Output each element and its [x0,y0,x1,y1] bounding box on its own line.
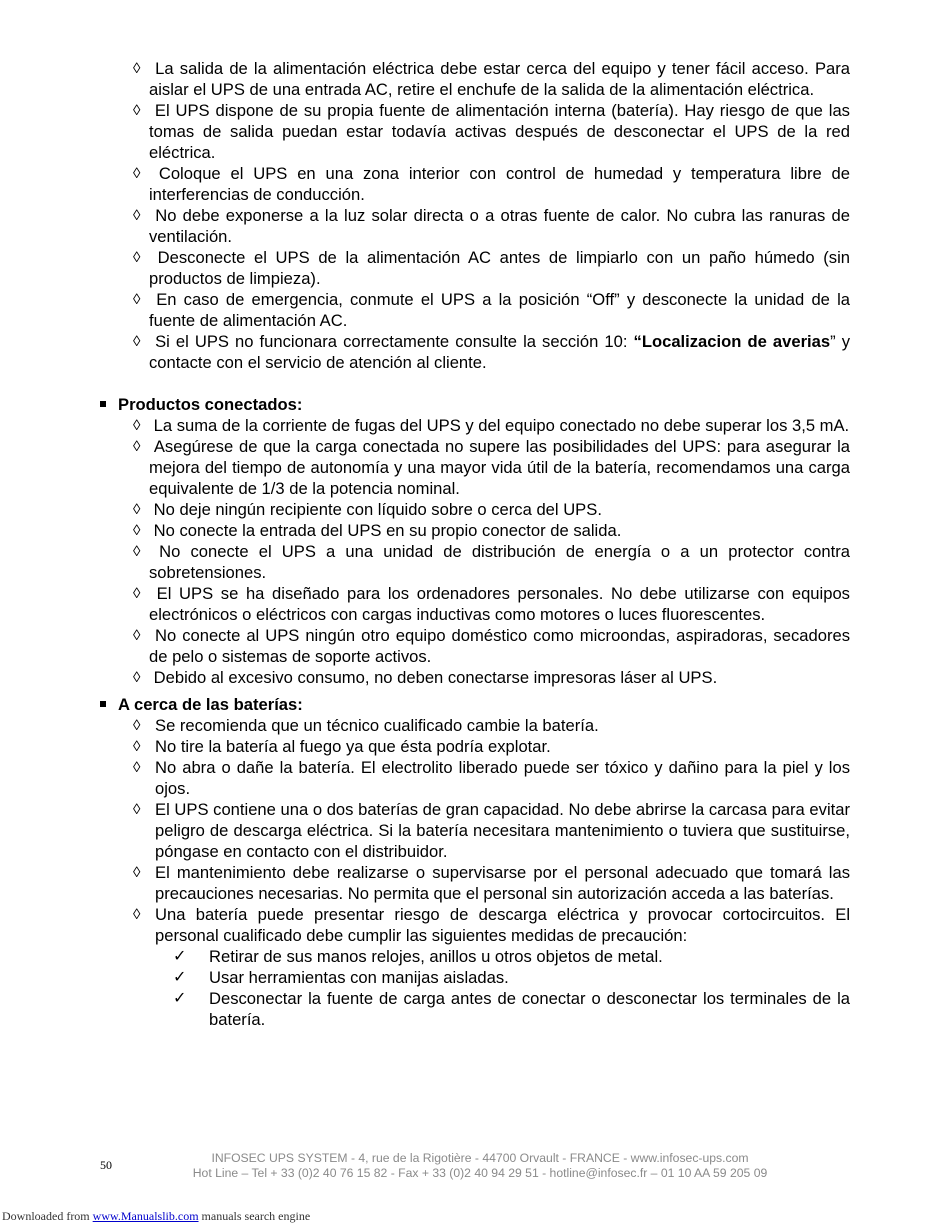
list-item: ◊ No tire la batería al fuego ya que ésta podría explotar. [133,737,551,756]
download-notice: Downloaded from www.Manualslib.com manuals search engine [2,1209,311,1223]
footer-address: INFOSEC UPS SYSTEM - 4, rue de la Rigotière - 44700 Orvault - FRANCE - www.infosec-ups.com [211,1151,749,1165]
list-item: ◊ No abra o dañe la batería. El electrolito liberado puede ser tóxico y dañino para la piel y los ojos. [133,758,850,798]
list-item: ◊ No conecte el UPS a una unidad de distribución de energía o a un protector contra sobretensiones. [133,542,850,582]
page-footer [120,1151,840,1181]
page-number: 50 [100,1158,112,1172]
list-item: ◊ Se recomienda que un técnico cualificado cambie la batería. [133,716,599,735]
list-item: ◊ El UPS dispone de su propia fuente de alimentación interna (batería). Hay riesgo de que las tomas de salida puedan estar todavía activas después de desconectar el UPS de la red eléctrica. [133,101,850,162]
list-item: ◊ Coloque el UPS en una zona interior con control de humedad y temperatura libre de interferencias de conducción. [133,164,850,204]
diamond-bullet-icon: ◊ [133,207,141,224]
diamond-bullet-icon: ◊ [133,291,141,308]
footer-contact: Hot Line – Tel + 33 (0)2 40 76 15 82 - Fax + 33 (0)2 40 94 29 51 - hotline@infosec.fr – 01 10 AA 59 205 09 [192,1166,768,1180]
sub-list-item: ✓ Desconectar la fuente de carga antes de conectar o desconectar los terminales de la batería. [173,989,850,1029]
list-item: ◊ No conecte la entrada del UPS en su propio conector de salida. [133,521,622,540]
list-item: ◊ El mantenimiento debe realizarse o supervisarse por el personal adecuado que tomará las precauciones necesarias. No permita que el personal sin autorización acceda a las baterías. [133,863,850,903]
sub-list-item: ✓ Usar herramientas con manijas aisladas. [173,968,509,987]
list-item: ◊ En caso de emergencia, conmute el UPS a la posición “Off” y desconecte la unidad de la fuente de alimentación AC. [133,290,850,330]
diamond-bullet-icon: ◊ [133,864,141,881]
list-item: ◊ El UPS contiene una o dos baterías de gran capacidad. No debe abrirse la carcasa para evitar peligro de descarga eléctrica. Si la batería necesitara mantenimiento o tuviera que sustituirse, póngase en contacto con el distribuidor. [133,800,850,861]
document-body [100,58,850,1030]
diamond-bullet-icon: ◊ [133,759,141,776]
list-item: ◊ No deje ningún recipiente con líquido sobre o cerca del UPS. [133,500,602,519]
list-item: ◊ Una batería puede presentar riesgo de descarga eléctrica y provocar cortocircuitos. El personal cualificado debe cumplir las siguientes medidas de precaución: [133,905,850,945]
list-item: ◊ Asegúrese de que la carga conectada no supere las posibilidades del UPS: para asegurar la mejora del tiempo de autonomía y una mayor vida útil de la batería, recomendamos una carga equivalente de 1/3 de la potencia nominal. [133,437,850,498]
list-item: ◊ No debe exponerse a la luz solar directa o a otras fuente de calor. No cubra las ranuras de ventilación. [133,206,850,246]
diamond-bullet-icon: ◊ [133,438,141,455]
section-reference: “Localizacion de averias [633,332,831,351]
diamond-bullet-icon: ◊ [133,801,141,818]
diamond-bullet-icon: ◊ [133,522,141,539]
manualslib-link[interactable]: www.Manualslib.com [92,1209,199,1223]
checkmark-icon: ✓ [173,948,187,965]
list-item: ◊ Desconecte el UPS de la alimentación AC antes de limpiarlo con un paño húmedo (sin productos de limpieza). [133,248,850,288]
list-item: ◊ Debido al excesivo consumo, no deben conectarse impresoras láser al UPS. [133,668,718,687]
diamond-bullet-icon: ◊ [133,738,141,755]
square-bullet-icon [100,401,106,407]
section-heading-batteries: A cerca de las baterías: [100,694,850,715]
diamond-bullet-icon: ◊ [133,585,141,602]
diamond-bullet-icon: ◊ [133,543,141,560]
section-heading-products: Productos conectados: [100,394,850,415]
diamond-bullet-icon: ◊ [133,60,141,77]
list-item: ◊ El UPS se ha diseñado para los ordenadores personales. No debe utilizarse con equipos electrónicos o eléctricos con cargas inductivas como motores o luces fluorescentes. [133,584,850,624]
sub-list-item: ✓ Retirar de sus manos relojes, anillos u otros objetos de metal. [173,947,663,966]
diamond-bullet-icon: ◊ [133,627,141,644]
diamond-bullet-icon: ◊ [133,501,141,518]
diamond-bullet-icon: ◊ [133,717,141,734]
square-bullet-icon [100,701,106,707]
list-item: ◊ La salida de la alimentación eléctrica debe estar cerca del equipo y tener fácil acceso. Para aislar el UPS de una entrada AC, retire el enchufe de la salida de la alimentación eléctrica. [133,59,850,99]
checkmark-icon: ✓ [173,990,187,1007]
diamond-bullet-icon: ◊ [133,669,141,686]
diamond-bullet-icon: ◊ [133,165,141,182]
list-item: ◊ Si el UPS no funcionara correctamente consulte la sección 10: “Localizacion de averias” y contacte con el servicio de atención al cliente. [133,332,850,372]
checkmark-icon: ✓ [173,969,187,986]
diamond-bullet-icon: ◊ [133,249,141,266]
diamond-bullet-icon: ◊ [133,417,141,434]
diamond-bullet-icon: ◊ [133,333,141,350]
list-item: ◊ No conecte al UPS ningún otro equipo doméstico como microondas, aspiradoras, secadores de pelo o sistemas de soporte activos. [133,626,850,666]
list-item: ◊ La suma de la corriente de fugas del UPS y del equipo conectado no debe superar los 3,5 mA. [133,416,850,435]
diamond-bullet-icon: ◊ [133,102,141,119]
diamond-bullet-icon: ◊ [133,906,141,923]
